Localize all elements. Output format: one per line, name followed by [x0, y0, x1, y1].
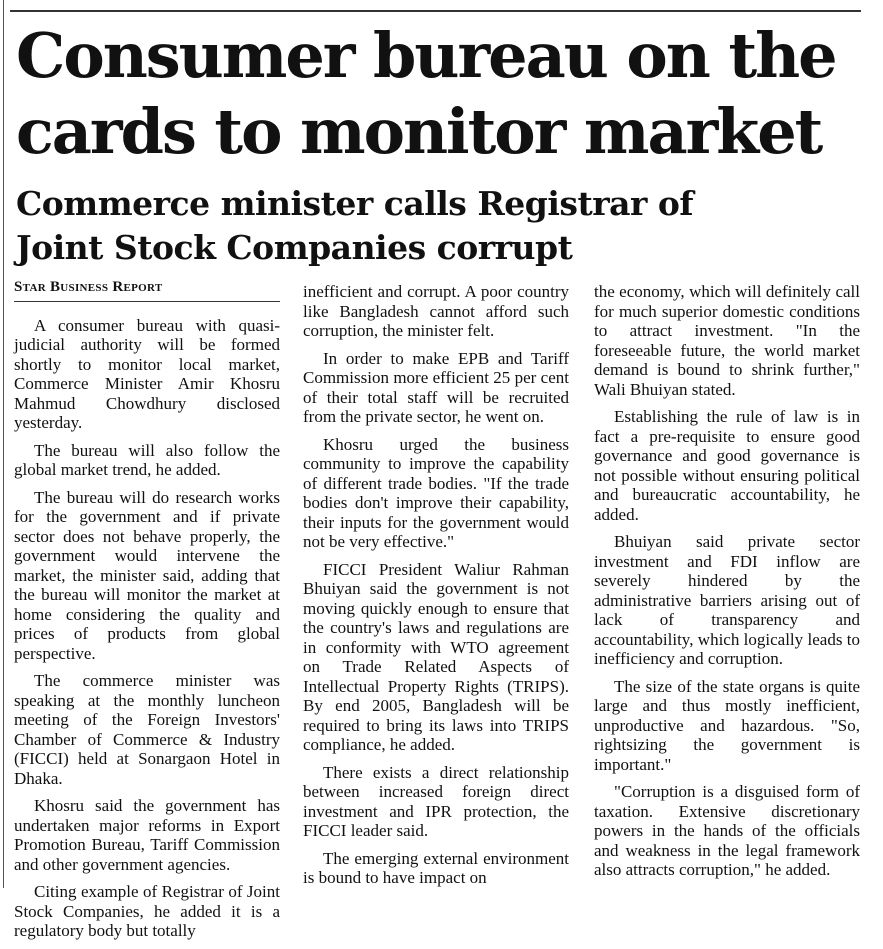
paragraph: Establishing the rule of law is in fact a pre-requisite to ensure good governance and good governance is not possible without ensuring political and bureaucratic accountability, he added.	[594, 407, 860, 524]
byline: Star Business Report	[14, 278, 280, 302]
paragraph: The bureau will also follow the global market trend, he added.	[14, 440, 280, 479]
paragraph: FICCI President Waliur Rahman Bhuiyan said the government is not moving quickly enough to ensure that the country's laws and regulations are in conformity with WTO agreement on Trade Related Aspects of Intellectual Property Rights (TRIPS). By end 2005, Bangladesh will be required to bring its laws into TRIPS compliance, he added.	[303, 559, 569, 754]
headline: Consumer bureau on the cards to monitor market	[16, 19, 836, 168]
paragraph: "Corruption is a disguised form of taxation. Extensive discretionary powers in the hands of the officials and weakness in the legal framework also attracts corruption," he added.	[594, 782, 860, 879]
paragraph: Citing example of Registrar of Joint Stock Companies, he added it is a regulatory body but totally	[14, 882, 280, 940]
paragraph: The size of the state organs is quite large and thus mostly inefficient, unproductive and hazardous. "So, rightsizing the government is important."	[594, 676, 860, 774]
paragraph: The bureau will do research works for the government and if private sector does not behave properly, the government would intervene the market, the minister said, adding that the bureau will monitor the market at home considering the quality and prices of products from global perspective.	[14, 487, 280, 663]
paragraph: the economy, which will definitely call for much superior domestic conditions to attract investment. "In the foreseeable future, the world market demand is bound to shrink further," Wali Bhuiyan stated.	[594, 282, 860, 399]
paragraph: The emerging external environment is bound to have impact on	[303, 848, 569, 887]
paragraph: Bhuiyan said private sector investment and FDI inflow are severely hindered by the administrative barriers arising out of lack of transparency and accountability, which logically leads to inefficiency and corruption.	[594, 532, 860, 668]
top-rule	[10, 10, 861, 12]
paragraph: Khosru said the government has undertaken major reforms in Export Promotion Bureau, Tariff Commission and other government agencies.	[14, 796, 280, 874]
article-column-3	[594, 282, 860, 888]
article-column-2	[303, 282, 569, 896]
paragraph: In order to make EPB and Tariff Commission more efficient 25 per cent of their total staff will be recruited from the private sector, he went on.	[303, 348, 569, 426]
subheadline: Commerce minister calls Registrar of Joint Stock Companies corrupt	[16, 184, 694, 267]
page-left-border	[3, 0, 4, 888]
paragraph: A consumer bureau with quasi-judicial authority will be formed shortly to monitor local market, Commerce Minister Amir Khosru Mahmud Chowdhury disclosed yesterday.	[14, 315, 280, 432]
paragraph: There exists a direct relationship between increased foreign direct investment and IPR protection, the FICCI leader said.	[303, 762, 569, 840]
paragraph: inefficient and corrupt. A poor country like Bangladesh cannot afford such corruption, the minister felt.	[303, 282, 569, 340]
paragraph: Khosru urged the business community to improve the capability of different trade bodies. "If the trade bodies don't improve their capability, their inputs for the government would not be very effective."	[303, 434, 569, 551]
article-column-1	[14, 278, 280, 949]
paragraph: The commerce minister was speaking at the monthly luncheon meeting of the Foreign Investors' Chamber of Commerce & Industry (FICCI) held at Sonargaon Hotel in Dhaka.	[14, 671, 280, 788]
